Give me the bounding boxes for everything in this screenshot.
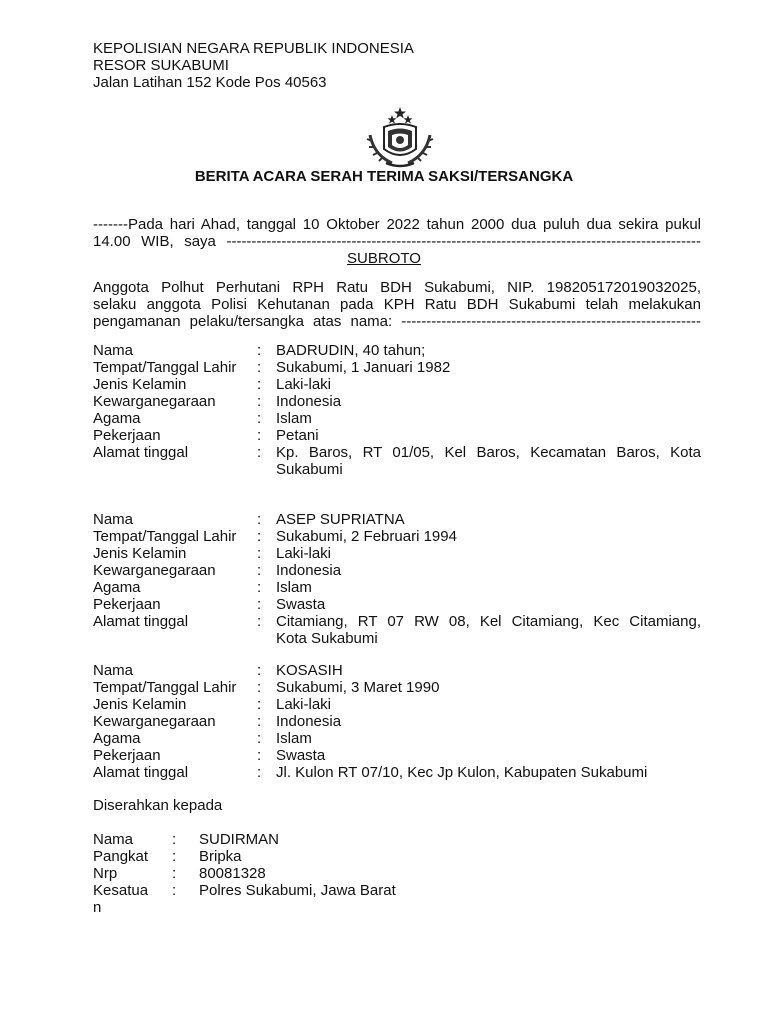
value-kesatuan: Polres Sukabumi, Jawa Barat [199,882,396,899]
paragraph-line-1: Anggota Polhut Perhutani RPH Ratu BDH Sukabumi, NIP. 198205172019032025, [93,279,701,296]
label-kewarganegaraan: Kewarganegaraan [93,562,216,579]
colon: : [257,342,262,359]
document-title: BERITA ACARA SERAH TERIMA SAKSI/TERSANGKA [194,168,574,185]
colon: : [172,848,177,865]
colon: : [257,393,262,410]
value-alamat-line-1: Kp. Baros, RT 01/05, Kel Baros, Kecamatan Baros, Kota [276,444,701,461]
label-alamat: Alamat tinggal [93,444,189,461]
value-pekerjaan: Swasta [276,747,326,764]
colon: : [257,562,262,579]
value-pangkat: Bripka [199,848,242,865]
label-ttl: Tempat/Tanggal Lahir [93,528,237,545]
value-jenis-kelamin: Laki-laki [276,696,332,713]
colon: : [257,444,262,461]
officer-name [0,250,768,267]
colon: : [257,662,262,679]
colon: : [257,764,262,781]
value-agama: Islam [276,410,312,427]
value-alamat-line-1: Citamiang, RT 07 RW 08, Kel Citamiang, Kec Citamiang, [276,613,701,630]
label-alamat: Alamat tinggal [93,613,189,630]
colon: : [172,882,177,899]
colon: : [257,596,262,613]
colon: : [257,511,262,528]
label-kewarganegaraan: Kewarganegaraan [93,393,216,410]
header-institution: KEPOLISIAN NEGARA REPUBLIK INDONESIA [93,40,414,57]
colon: : [257,730,262,747]
label-ttl: Tempat/Tanggal Lahir [93,679,237,696]
label-agama: Agama [93,730,141,747]
value-ttl: Sukabumi, 2 Februari 1994 [276,528,457,545]
colon: : [257,410,262,427]
colon: : [257,528,262,545]
label-nama: Nama [93,511,134,528]
value-nama: BADRUDIN, 40 tahun; [276,342,426,359]
colon: : [257,376,262,393]
value-alamat-line-2: Kota Sukabumi [276,630,378,647]
paragraph-line-2: selaku anggota Polisi Kehutanan pada KPH Ratu BDH Sukabumi telah melakukan [93,296,701,313]
label-ttl: Tempat/Tanggal Lahir [93,359,237,376]
header-unit: RESOR SUKABUMI [93,57,229,74]
label-kesatuan-part-2: n [93,899,102,916]
value-pekerjaan: Petani [276,427,319,444]
value-agama: Islam [276,730,312,747]
value-nrp: 80081328 [199,865,266,882]
paragraph-line-3: pengamanan pelaku/tersangka atas nama: ------------------------------------------------------------ [93,313,701,330]
label-pekerjaan: Pekerjaan [93,747,161,764]
colon: : [172,865,177,882]
label-jenis-kelamin: Jenis Kelamin [93,696,187,713]
value-ttl: Sukabumi, 1 Januari 1982 [276,359,451,376]
header-address: Jalan Latihan 152 Kode Pos 40563 [93,74,327,91]
colon: : [172,831,177,848]
label-kewarganegaraan: Kewarganegaraan [93,713,216,730]
officer-name-text: SUBROTO [347,250,421,267]
value-alamat-line-1: Jl. Kulon RT 07/10, Kec Jp Kulon, Kabupaten Sukabumi [276,764,648,781]
intro-line-1: -------Pada hari Ahad, tanggal 10 Oktober 2022 tahun 2000 dua puluh dua sekira pukul [93,216,701,233]
value-kewarganegaraan: Indonesia [276,713,342,730]
colon: : [257,747,262,764]
handover-heading: Diserahkan kepada [93,797,223,814]
value-kewarganegaraan: Indonesia [276,562,342,579]
label-pekerjaan: Pekerjaan [93,596,161,613]
value-recipient-nama: SUDIRMAN [199,831,280,848]
label-jenis-kelamin: Jenis Kelamin [93,376,187,393]
colon: : [257,427,262,444]
label-alamat: Alamat tinggal [93,764,189,781]
label-nama: Nama [93,662,134,679]
colon: : [257,545,262,562]
label-nrp: Nrp [93,865,118,882]
colon: : [257,613,262,630]
value-agama: Islam [276,579,312,596]
colon: : [257,713,262,730]
value-ttl: Sukabumi, 3 Maret 1990 [276,679,440,696]
label-agama: Agama [93,410,141,427]
value-kewarganegaraan: Indonesia [276,393,342,410]
label-kesatuan-part-1: Kesatua [93,882,149,899]
label-pekerjaan: Pekerjaan [93,427,161,444]
label-pangkat: Pangkat [93,848,149,865]
value-jenis-kelamin: Laki-laki [276,545,332,562]
value-pekerjaan: Swasta [276,596,326,613]
value-jenis-kelamin: Laki-laki [276,376,332,393]
value-nama: KOSASIH [276,662,343,679]
value-nama: ASEP SUPRIATNA [276,511,405,528]
label-nama: Nama [93,342,134,359]
value-alamat-line-2: Sukabumi [276,461,343,478]
label-recipient-nama: Nama [93,831,134,848]
label-jenis-kelamin: Jenis Kelamin [93,545,187,562]
colon: : [257,579,262,596]
colon: : [257,679,262,696]
label-agama: Agama [93,579,141,596]
intro-line-2: 14.00 WIB, saya ----------------------------------------------------------------------------------------------- [93,233,701,250]
colon: : [257,359,262,376]
colon: : [257,696,262,713]
police-emblem-icon [362,105,438,171]
